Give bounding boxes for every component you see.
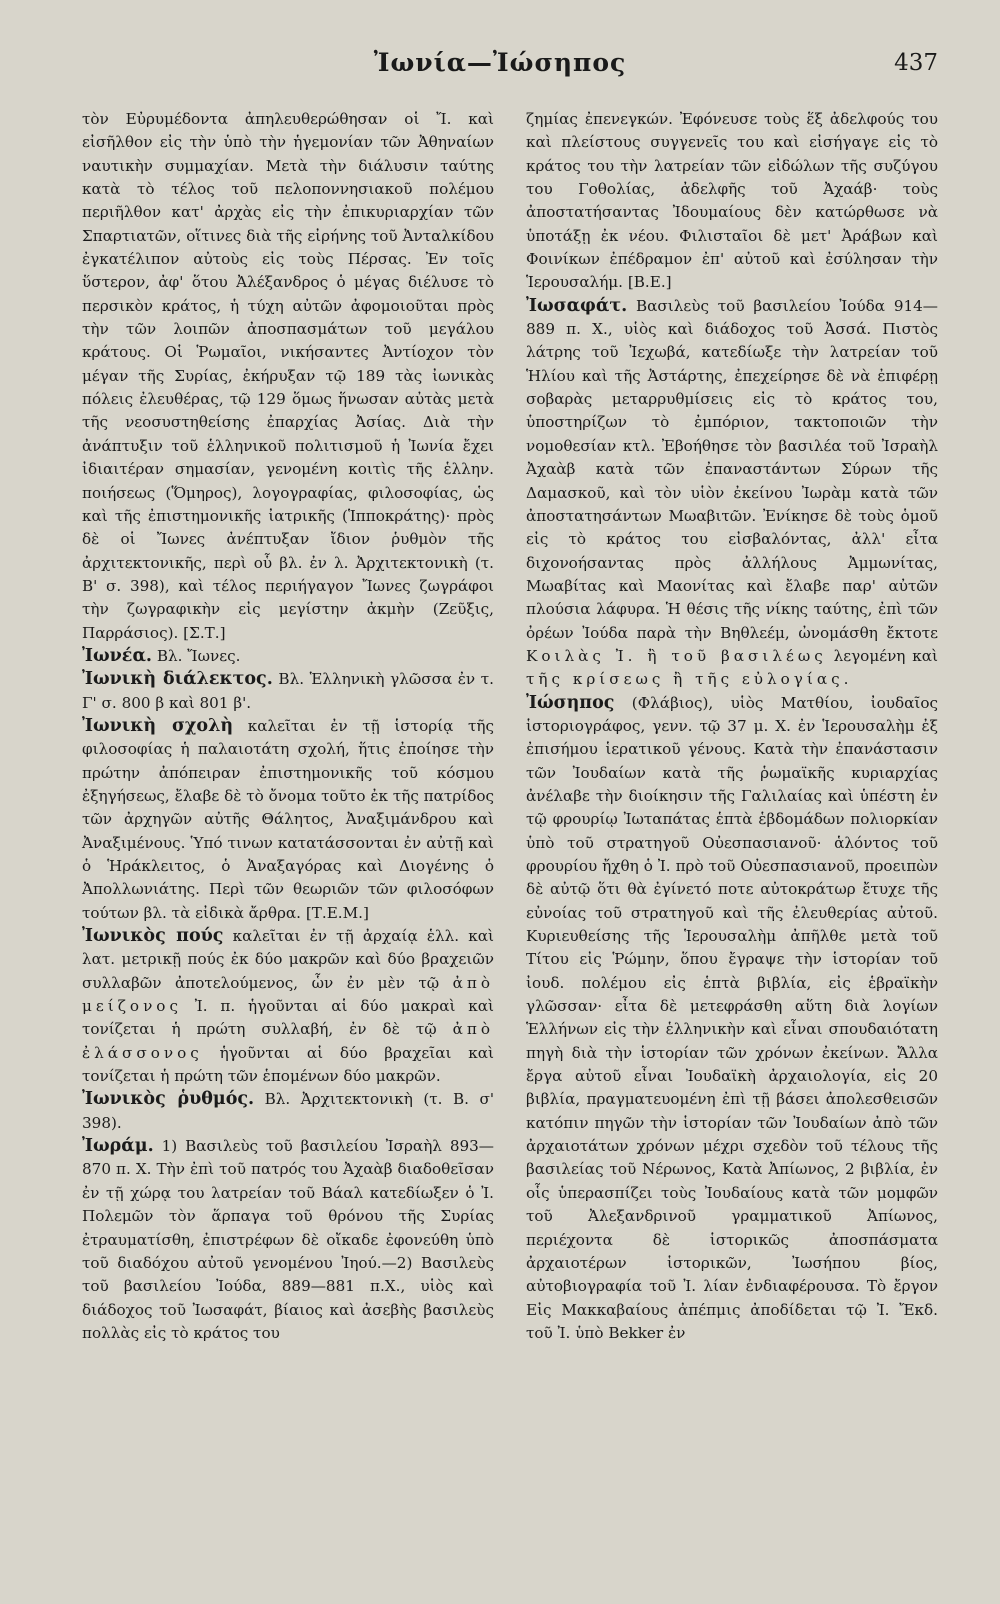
entry-text: Βλ. Ἀρχιτεκτονικὴ (τ. Β. σ' 398). — [82, 1090, 494, 1132]
entry-headword: Ἰωράμ. — [82, 1136, 154, 1157]
dictionary-entry — [82, 715, 494, 925]
entry-spaced-text: ἀπὸ μείζονος — [82, 973, 494, 1016]
entry-text: ἡγοῦνται αἱ δύο βραχεῖαι καὶ τονίζεται ἡ πρώτη τῶν ἑπομένων δύο μακρῶν. — [82, 1043, 494, 1086]
page-title: Ἰωνία—Ἰώσηπος — [373, 48, 627, 77]
entry-text: καλεῖται ἐν τῇ ἀρχαίᾳ ἑλλ. καὶ λατ. μετρικῇ πούς ἐκ δύο μακρῶν καὶ δύο βραχειῶν συλλαβῶν ἀποτελούμενος, ὧν ἐν μὲν τῷ — [82, 927, 494, 992]
entry-headword: Ἰώσηπος — [526, 692, 615, 713]
dictionary-entry — [82, 925, 494, 1088]
entry-spaced-text: τῆς κρίσεως ἢ τῆς εὐλογίας. — [526, 670, 853, 689]
entry-headword: Ἰωνέα. — [82, 645, 153, 666]
dictionary-entry — [82, 645, 494, 668]
dictionary-entry — [82, 1135, 494, 1345]
page-number: 437 — [894, 50, 938, 76]
entry-text: καλεῖται ἐν τῇ ἱστορίᾳ τῆς φιλοσοφίας ἡ παλαιοτάτη σχολή, ἥτις ἐποίησε τὴν πρώτην ἀπόπειραν ἐπιστημονικῆς τοῦ κόσμου ἐξηγήσεως, ἔλαβε δὲ τὸ ὄνομα τοῦτο ἐκ τῆς πατρίδος τῶν ἀρχηγῶν αὐτῆς Θάλητος, Ἀναξιμάνδρου καὶ Ἀναξιμένους. Ὑπό τινων κατατάσσονται ἐν αὐτῇ καὶ ὁ Ἡράκλειτος, ὁ Ἀναξαγόρας καὶ Διογένης ὁ Ἀπολλωνιάτης. Περὶ τῶν θεωριῶν τῶν φιλοσόφων τούτων βλ. τὰ εἰδικὰ ἄρθρα. [Τ.Ε.Μ.] — [82, 716, 494, 922]
dictionary-entry — [526, 295, 938, 692]
entry-text: Βασιλεὺς τοῦ βασιλείου Ἰούδα 914—889 π. Χ., υἱὸς καὶ διάδοχος τοῦ Ἀσσά. Πιστὸς λάτρης τοῦ Ἰεχωβά, κατεδίωξε τὴν λατρείαν τοῦ Ἡλίου καὶ τῆς Ἀστάρτης, ἐπεχείρησε δὲ νὰ ἐπιφέρῃ σοβαρὰς μεταρρυθμίσεις εἰς τὸ κράτος του, ὑποστηρίζων τὸ ἐμπόριον, τακτοποιῶν τὴν νομοθεσίαν κτλ. Ἐβοήθησε τὸν βασιλέα τοῦ Ἰσραὴλ Ἀχαὰβ κατὰ τῶν ἐπαναστάντων Σύρων τῆς Δαμασκοῦ, καὶ τὸν υἱὸν ἐκείνου Ἰωρὰμ κατὰ τῶν ἀποστατησάντων Μωαβιτῶν. Ἐνίκησε δὲ τοὺς ὁμοῦ εἰς τὸ κράτος του εἰσβαλόντας, ἀλλ' εἶτα διχονοήσαντας πρὸς ἀλλήλους Ἀμμωνίτας, Μωαβίτας καὶ Μαονίτας καὶ ἔλαβε παρ' αὐτῶν πλούσια λάφυρα. Ἡ θέσις τῆς νίκης ταύτης, ἐπὶ τῶν ὀρέων Ἰούδα παρὰ τὴν Βηθλεέμ, ὠνομάσθη ἔκτοτε — [526, 296, 938, 642]
entry-spaced-text: Κοιλὰς Ἰ. ἢ τοῦ βασιλέως — [526, 646, 827, 665]
text-paragraph: τὸν Εὐρυμέδοντα ἀπηλευθερώθησαν οἱ Ἴ. καὶ εἰσῆλθον εἰς τὴν ὑπὸ τὴν ἡγεμονίαν τῶν Ἀθηναίων ναυτικὴν συμμαχίαν. Μετὰ τὴν διάλυσιν ταύτης κατὰ τὸ τέλος τοῦ πελοποννησιακοῦ πολέμου περιῆλθον κατ' ἀρχὰς εἰς τὴν ἐπικυριαρχίαν τῶν Σπαρτιατῶν, οἵτινες διὰ τῆς εἰρήνης τοῦ Ἀνταλκίδου ἐγκατέλιπον αὐτοὺς εἰς τοὺς Πέρσας. Ἐν τοῖς ὕστερον, ἀφ' ὅτου Ἀλέξανδρος ὁ μέγας διέλυσε τὸ περσικὸν κράτος, ἡ τύχη αὐτῶν ἀφομοιοῦται πρὸς τὴν τῶν λοιπῶν ἀποσπασμάτων τοῦ μεγάλου κράτους. Οἱ Ῥωμαῖοι, νικήσαντες Ἀντίοχον τὸν μέγαν τῆς Συρίας, ἐκήρυξαν τῷ 189 τὰς ἰωνικὰς πόλεις ἐλευθέρας, τῷ 129 ὅμως ἥνωσαν αὐτὰς μετὰ τῆς νεοσυστηθείσης ἐπαρχίας Ἀσίας. Διὰ τὴν ἀνάπτυξιν τοῦ ἑλληνικοῦ πολιτισμοῦ ἡ Ἰωνία ἔχει ἰδιαιτέραν σημασίαν, γενομένη κοιτὶς τῆς ἑλλην. ποιήσεως (Ὅμηρος), λογογραφίας, φιλοσοφίας, ὡς καὶ τῆς ἐπιστημονικῆς ἰατρικῆς (Ἱπποκράτης)· πρὸς δὲ οἱ Ἴωνες ἀνέπτυξαν ἴδιον ῥυθμὸν τῆς ἀρχιτεκτονικῆς, περὶ οὗ βλ. ἐν λ. Ἀρχιτεκτονικὴ (τ. Β' σ. 398), καὶ τέλος περιήγαγον Ἴωνες ζωγράφοι τὴν ζωγραφικὴν εἰς μεγίστην ἀκμὴν (Ζεῦξις, Παρράσιος). [Σ.Τ.] — [82, 110, 494, 642]
entry-headword: Ἰωνικὸς ῥυθμός. — [82, 1089, 255, 1110]
dictionary-entry — [526, 692, 938, 1346]
left-column — [82, 108, 494, 1345]
running-head — [0, 48, 1000, 88]
right-column — [526, 108, 938, 1345]
entry-text: 1) Βασιλεὺς τοῦ βασιλείου Ἰσραὴλ 893—870 π. Χ. Τὴν ἐπὶ τοῦ πατρός του Ἀχαὰβ διαδοθεῖσαν ἐν τῇ χώρᾳ του λατρείαν τοῦ Βάαλ κατεδίωξεν ὁ Ἰ. Πολεμῶν τὸν ἅρπαγα τοῦ θρόνου τῆς Συρίας ἐτραυματίσθη, ἐπιστρέφων δὲ οἴκαδε ἐφονεύθη ὑπὸ τοῦ διαδόχου αὐτοῦ γενομένου Ἰηού.—2) Βασιλεὺς τοῦ βασιλείου Ἰούδα, 889—881 π.Χ., υἱὸς καὶ διάδοχος τοῦ Ἰωσαφάτ, βίαιος καὶ ἀσεβὴς βασιλεὺς πολλὰς εἰς τὸ κράτος του — [82, 1137, 494, 1342]
entry-text: (Φλάβιος), υἱὸς Ματθίου, ἰουδαῖος ἱστοριογράφος, γενν. τῷ 37 μ. Χ. ἐν Ἱερουσαλὴμ ἐξ ἐπισήμου ἱερατικοῦ γένους. Κατὰ τὴν ἐπανάστασιν τῶν Ἰουδαίων κατὰ τῆς ῥωμαϊκῆς κυριαρχίας ἀνέλαβε τὴν διοίκησιν τῆς Γαλιλαίας καὶ ὑπέστη ἐν τῷ φρουρίῳ Ἰωταπάτας ἑπτὰ ἑβδομάδων πολιορκίαν ὑπὸ τοῦ στρατηγοῦ Οὐεσπασιανοῦ· ἁλόντος τοῦ φρουρίου ἤχθη ὁ Ἰ. πρὸ τοῦ Οὐεσπασιανοῦ, προειπὼν δὲ αὐτῷ ὅτι θὰ ἐγίνετό ποτε αὐτοκράτωρ ἔτυχε τῆς εὐνοίας τοῦ στρατηγοῦ καὶ τῆς ἐλευθερίας αὐτοῦ. Κυριευθείσης τῆς Ἱερουσαλὴμ ἀπῆλθε μετὰ τοῦ Τίτου εἰς Ῥώμην, ὅπου ἔγραψε τὴν ἱστορίαν τοῦ ἰουδ. πολέμου εἰς ἑπτὰ βιβλία, εἰς ἑβραϊκὴν γλῶσσαν· εἶτα δὲ μετεφράσθη αὕτη διὰ λογίων Ἑλλήνων εἰς τὴν ἑλληνικὴν καὶ εἶναι σπουδαιότατη πηγὴ διὰ τὴν ἱστορίαν τῶν χρόνων ἐκείνων. Ἄλλα ἔργα αὐτοῦ εἶναι Ἰουδαϊκὴ ἀρχαιολογία, εἰς 20 βιβλία, πραγματευομένη ἐπὶ τῇ βάσει ἀπολεσθεισῶν κατόπιν πηγῶν τὴν ἱστορίαν τῶν Ἰουδαίων ἀπὸ τῶν ἀρχαιοτάτων χρόνων μέχρι σχεδὸν τοῦ τέλους τῆς βασιλείας τοῦ Νέρωνος, Κατὰ Ἀπίωνος, 2 βιβλία, ἐν οἷς ὑπερασπίζει τοὺς Ἰουδαίους κατὰ τῶν μομφῶν τοῦ Ἀλεξανδρινοῦ γραμματικοῦ Ἀπίωνος, περιέχοντα δὲ ἱστορικῶς ἀποσπάσματα ἀρχαιοτέρων ἱστορικῶν, Ἰωσήπου βίος, αὐτοβιογραφία τοῦ Ἰ. λίαν ἐνδιαφέρουσα. Τὸ ἔργον Εἰς Μακκαβαίους ἀπέπμις ἀποδίδεται τῷ Ἰ. Ἔκδ. τοῦ Ἰ. ὑπὸ Bekker ἐν — [526, 693, 938, 1342]
entry-text: Ἰ. π. ἡγοῦνται αἱ δύο μακραὶ καὶ τονίζεται ἡ πρώτη συλλαβή, ἐν δὲ τῷ — [82, 997, 494, 1039]
entry-headword: Ἰωνικὸς πούς — [82, 926, 224, 947]
dictionary-entry — [82, 1088, 494, 1135]
entry-headword: Ἰωσαφάτ. — [526, 295, 628, 316]
entry-spaced-text: ἀπὸ ἐλάσσονος — [82, 1020, 494, 1062]
entry-text: λεγομένη καὶ — [826, 646, 938, 665]
entry-text: Βλ. Ἑλληνικὴ γλῶσσα ἐν τ. Γ' σ. 800 β καὶ 801 β'. — [82, 670, 494, 712]
entry-headword: Ἰωνικὴ σχολὴ — [82, 715, 234, 736]
entry-headword: Ἰωνικὴ διάλεκτος. — [82, 669, 273, 690]
text-paragraph: ζημίας ἐπενεγκών. Ἐφόνευσε τοὺς ἕξ ἀδελφούς του καὶ πλείστους συγγενεῖς του καὶ εἰσήγαγε εἰς τὸ κράτος του τὴν λατρείαν τῶν εἰδώλων τῆς συζύγου του Γοθολίας, ἀδελφῆς τοῦ Ἀχαάβ· τοὺς ἀποστατήσαντας Ἰδουμαίους δὲν κατώρθωσε νὰ ὑποτάξῃ ἐκ νέου. Φιλισταῖοι δὲ μετ' Ἀράβων καὶ Φοινίκων ἐπέδραμον ἐπ' αὐτοῦ καὶ ἐσύλησαν τὴν Ἱερουσαλήμ. [Β.Ε.] — [526, 110, 938, 292]
dictionary-entry — [82, 668, 494, 715]
entry-text: Βλ. Ἴωνες. — [152, 646, 241, 665]
